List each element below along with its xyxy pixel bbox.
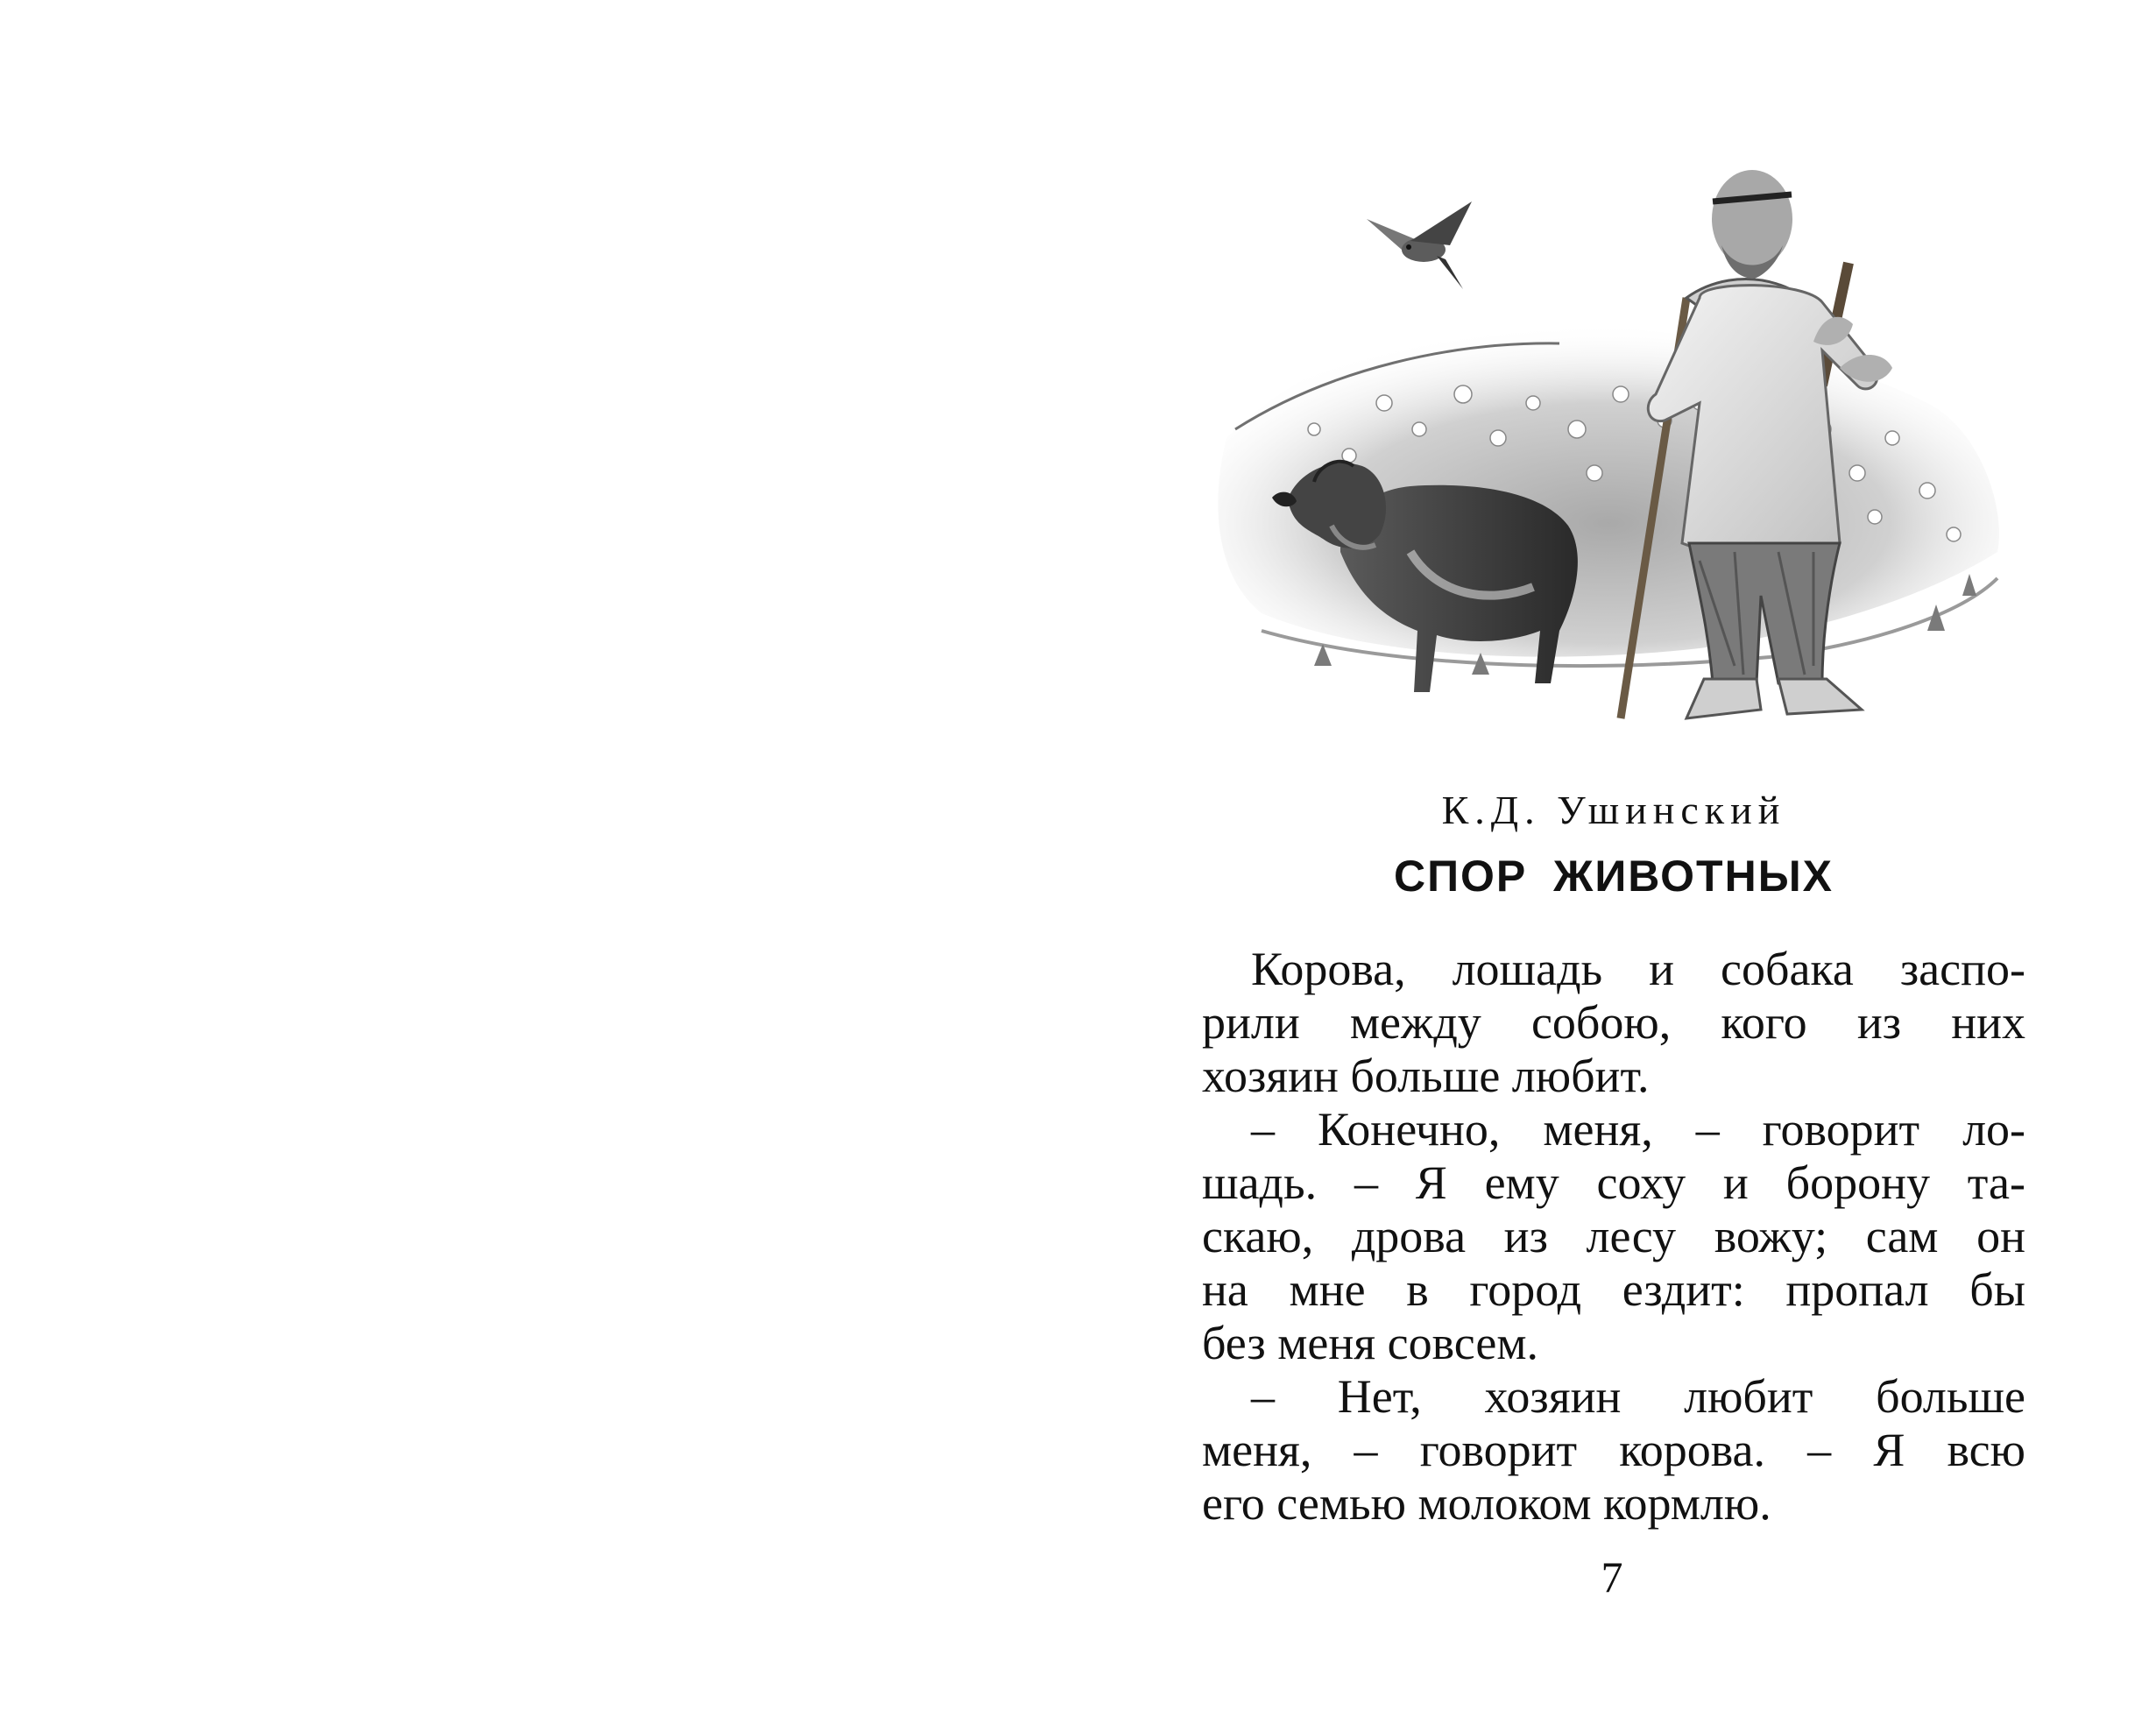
text-line: рили между собою, кого из них [1202,996,2025,1049]
text-line: меня, – говорит корова. – Я всю [1202,1424,2025,1476]
story-illustration [1209,140,2015,771]
text-line: Корова, лошадь и собака заспо- [1251,943,2025,995]
author-name: К.Д. Ушинский [1441,788,1786,832]
text-line: без меня совсем. [1202,1317,1539,1369]
text-line: хозяин больше любит. [1202,1050,1650,1102]
text-line: его семью молоком кормлю. [1202,1477,1771,1530]
story-title: СПОР ЖИВОТНЫХ [1393,852,1834,901]
text-line: – Конечно, меня, – говорит ло- [1251,1103,2025,1156]
text-line: шадь. – Я ему соху и борону та- [1202,1156,2025,1209]
story-text [1202,943,2025,1531]
text-line: скаю, дрова из лесу вожу; сам он [1202,1210,2025,1262]
peasant-dog-illustration [1209,140,2015,771]
text-line: – Нет, хозяин любит больше [1251,1370,2025,1423]
text-line: на мне в город ездит: пропал бы [1202,1263,2025,1316]
page-number: 7 [1601,1552,1623,1601]
bird-icon [1367,201,1472,289]
